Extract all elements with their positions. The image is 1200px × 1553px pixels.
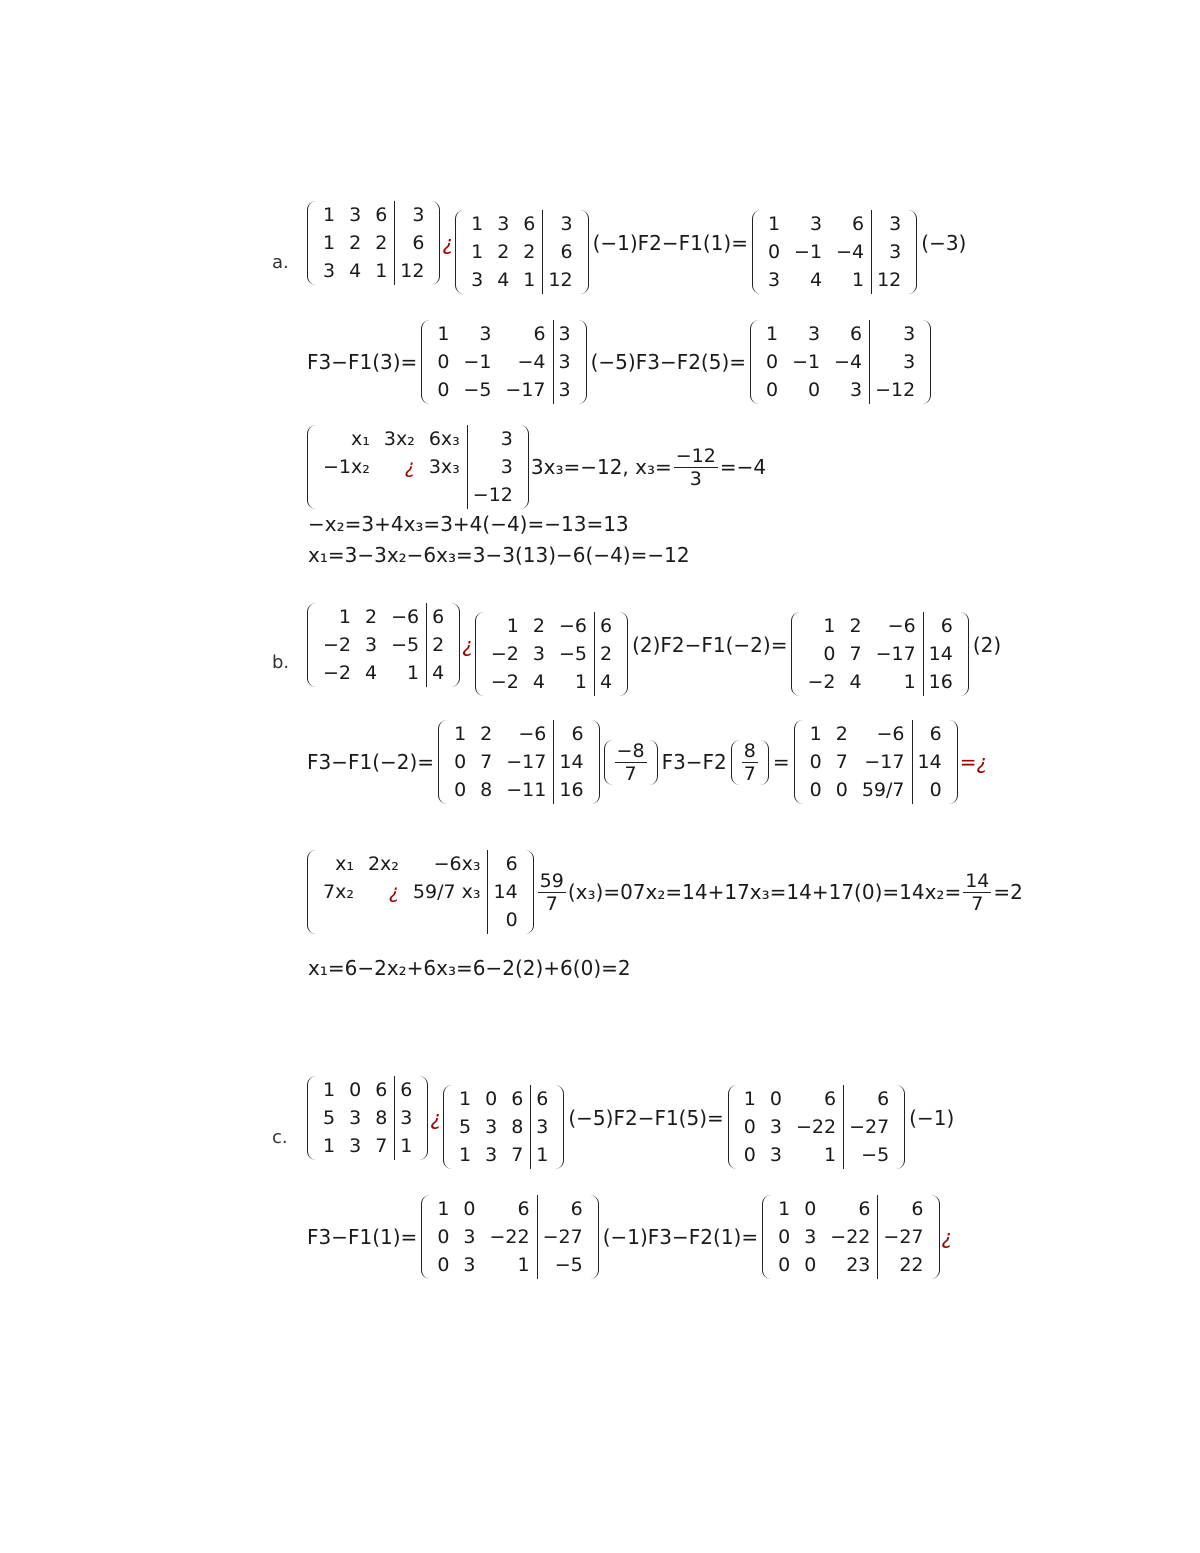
matrix-cell: 3 <box>872 210 909 238</box>
matrix-cell: 5 <box>323 1107 336 1129</box>
matrix-cell: 6 <box>858 1198 871 1220</box>
matrix-cell: 3 <box>553 376 578 404</box>
matrix-cell: 14 <box>554 748 591 776</box>
matrix <box>438 720 599 804</box>
matrix-cell: 6 <box>912 720 949 748</box>
matrix-cell: −1 <box>794 241 823 263</box>
matrix-cell: 1 <box>459 1088 472 1110</box>
matrix-cell: −1 <box>463 351 492 373</box>
matrix-cell <box>377 481 422 509</box>
matrix-cell: 1 <box>395 1132 420 1160</box>
matrix-cell: −11 <box>506 779 547 801</box>
matrix-cell: 1 <box>471 241 484 263</box>
matrix-cell: −12 <box>467 481 520 509</box>
matrix-cell: 16 <box>554 776 591 804</box>
matrix <box>455 210 588 294</box>
matrix-cell: 12 <box>872 266 909 294</box>
matrix-cell: 7 <box>480 751 493 773</box>
matrix-cell: x₁ <box>351 428 370 450</box>
matrix-cell: 3 <box>479 323 492 345</box>
matrix-cell: 0 <box>437 351 450 373</box>
matrix <box>791 612 968 696</box>
matrix-cell: 0 <box>808 379 821 401</box>
matrix-cell: −1 <box>792 351 821 373</box>
matrix-cell: 3 <box>485 1116 498 1138</box>
matrix-cell: −17 <box>875 643 916 665</box>
matrix-cell: 2 <box>349 232 362 254</box>
matrix-cell: 6 <box>537 1195 590 1223</box>
part-c-label: c. <box>272 1127 288 1148</box>
matrix-cell: 3 <box>349 1107 362 1129</box>
matrix-cell: 8 <box>511 1116 524 1138</box>
matrix-cell: 0 <box>743 1144 756 1166</box>
matrix-cell: 4 <box>809 269 823 291</box>
matrix-cell: 0 <box>437 1254 450 1276</box>
matrix-cell: 6 <box>594 612 619 640</box>
matrix-cell: 6 <box>851 213 865 235</box>
matrix-cell: 1 <box>517 1254 530 1276</box>
fraction-paren <box>604 740 658 785</box>
matrix-cell: 6 <box>427 603 452 631</box>
matrix-cell: 6 <box>523 213 536 235</box>
matrix-cell: −22 <box>489 1226 530 1248</box>
part-b-label: b. <box>272 652 290 673</box>
matrix <box>307 1076 428 1160</box>
matrix-cell: −6 <box>518 723 547 745</box>
row-operation: (2)F2−F1(−2)= <box>632 633 788 657</box>
matrix-cell: 3 <box>769 1144 782 1166</box>
matrix-cell: −22 <box>830 1226 871 1248</box>
matrix-cell: −6 <box>887 615 916 637</box>
matrix-cell: −5 <box>537 1251 590 1279</box>
matrix-cell: −5 <box>463 379 492 401</box>
matrix-cell: 0 <box>437 1226 450 1248</box>
part-a-row2 <box>305 320 933 404</box>
matrix-cell: 6 <box>878 1195 931 1223</box>
matrix-cell: 4 <box>594 668 619 696</box>
matrix-cell: 2 <box>594 640 619 668</box>
equation-line: x₁=3−3x₂−6x₃=3−3(13)−6(−4)=−12 <box>308 543 690 567</box>
matrix-cell: 12 <box>395 257 432 285</box>
matrix-cell: 3 <box>365 634 378 656</box>
matrix-cell: 2 <box>375 232 388 254</box>
row-operation: F3−F1(3)= <box>307 350 418 374</box>
matrix-cell: 3 <box>808 323 821 345</box>
matrix-cell: 3 <box>809 213 823 235</box>
matrix-cell: 16 <box>923 668 960 696</box>
equation-line: −x₂=3+4x₃=3+4(−4)=−13=13 <box>308 512 629 536</box>
matrix-cell: 0 <box>437 379 450 401</box>
matrix-cell: 1 <box>523 269 536 291</box>
matrix-cell: 1 <box>471 213 484 235</box>
matrix-cell: 4 <box>849 671 862 693</box>
matrix-cell: 1 <box>338 606 352 628</box>
matrix <box>443 1085 564 1169</box>
matrix-cell: −5 <box>558 643 587 665</box>
matrix-cell: 3 <box>349 204 362 226</box>
matrix-cell: 6 <box>823 1088 837 1110</box>
row-operation: F3−F1(1)= <box>307 1225 418 1249</box>
equals: = <box>772 750 790 774</box>
matrix-cell: −12 <box>870 376 923 404</box>
matrix-cell: 4 <box>532 671 545 693</box>
matrix-cell: 1 <box>375 260 388 282</box>
matrix-cell: −27 <box>537 1223 590 1251</box>
matrix-cell: 4 <box>349 260 362 282</box>
matrix-cell: 3 <box>485 1144 498 1166</box>
matrix-cell: −6 <box>558 615 587 637</box>
part-a-label: a. <box>272 252 289 273</box>
row-operation: F3−F2 <box>661 750 727 774</box>
matrix <box>475 612 628 696</box>
matrix-cell: 6 <box>543 238 580 266</box>
matrix-cell: 3 <box>769 1116 782 1138</box>
matrix-cell: 1 <box>407 662 420 684</box>
matrix-cell: 1 <box>767 213 781 235</box>
matrix-cell: 2 <box>849 615 862 637</box>
matrix-cell <box>316 481 377 509</box>
matrix-cell: 0 <box>809 779 822 801</box>
part-a-row1 <box>305 192 968 294</box>
matrix-cell: −17 <box>506 751 547 773</box>
matrix-cell: 8 <box>480 779 493 801</box>
matrix-cell: −2 <box>490 671 519 693</box>
matrix-cell: 22 <box>878 1251 931 1279</box>
matrix-cell: 6 <box>375 1079 388 1101</box>
matrix-cell: 3 <box>870 348 923 376</box>
matrix-cell: 3 <box>531 1113 556 1141</box>
matrix-cell <box>422 481 467 509</box>
matrix <box>421 1195 598 1279</box>
matrix-cell: 1 <box>809 723 822 745</box>
matrix-cell: 7 <box>375 1135 388 1157</box>
matrix-cell: 2 <box>480 723 493 745</box>
matrix-cell: 3 <box>463 1254 476 1276</box>
unknown-char: ¿ <box>430 1106 441 1130</box>
matrix-cell: 3 <box>323 260 336 282</box>
matrix-cell: 3 <box>532 643 545 665</box>
matrix-cell: 0 <box>809 751 822 773</box>
matrix-cell: 1 <box>903 671 916 693</box>
matrix-cell: 2 <box>427 631 452 659</box>
matrix-cell: 1 <box>454 723 467 745</box>
matrix-cell: 0 <box>778 1226 791 1248</box>
matrix-cell: −17 <box>864 751 905 773</box>
fraction: $\frac{8}{7}$ <box>743 739 756 785</box>
matrix-cell: 14 <box>923 640 960 668</box>
matrix-cell: 3 <box>872 238 909 266</box>
matrix-cell: 6x₃ <box>428 428 460 450</box>
matrix-cell: 1 <box>323 1135 336 1157</box>
matrix-cell: 3 <box>543 210 580 238</box>
system-matrix <box>307 425 529 509</box>
matrix-cell: 0 <box>912 776 949 804</box>
row-operation: (−1) <box>909 1106 955 1130</box>
matrix-cell: 2 <box>532 615 545 637</box>
matrix-cell: 1 <box>823 1144 837 1166</box>
matrix-cell: 0 <box>463 1198 476 1220</box>
matrix-cell: −6 <box>391 606 420 628</box>
matrix-cell: 4 <box>497 269 510 291</box>
matrix-cell: 1 <box>506 615 519 637</box>
matrix-cell: 4 <box>365 662 378 684</box>
matrix-cell: 0 <box>769 1088 782 1110</box>
matrix-cell: 1 <box>574 671 587 693</box>
matrix-cell: 3 <box>553 348 578 376</box>
matrix-cell: 0 <box>454 779 467 801</box>
unknown-char: =¿ <box>959 750 988 774</box>
part-b-system <box>305 850 1023 934</box>
matrix-cell: 7 <box>835 751 848 773</box>
matrix <box>794 720 958 804</box>
matrix-cell: −1x₂ <box>323 456 370 478</box>
matrix-cell: 4 <box>427 659 452 687</box>
solution-tail: =−4 <box>719 455 767 479</box>
unknown-char: ¿ <box>941 1225 953 1249</box>
matrix <box>307 603 460 687</box>
matrix-cell: −5 <box>844 1141 897 1169</box>
matrix-cell: −4 <box>517 351 546 373</box>
row-operation: (2) <box>972 633 1002 657</box>
matrix-cell: 3 <box>349 1135 362 1157</box>
solution-text: 3x₃=−12, x₃= <box>530 455 672 479</box>
matrix-cell: 6 <box>531 1085 556 1113</box>
matrix-cell: 0 <box>767 241 781 263</box>
matrix <box>750 320 931 404</box>
matrix-cell: 3 <box>395 201 432 229</box>
matrix-cell: 59/7 <box>861 779 905 801</box>
row-operation: (−5)F3−F2(5)= <box>590 350 747 374</box>
matrix-cell: −4 <box>834 351 863 373</box>
matrix-cell: 3x₂ <box>383 428 415 450</box>
matrix-cell: −4 <box>836 241 865 263</box>
matrix-cell: 1 <box>437 1198 450 1220</box>
matrix-cell: 2 <box>835 723 848 745</box>
matrix-cell: 6 <box>923 612 960 640</box>
matrix <box>752 210 917 294</box>
matrix-cell: 3 <box>467 453 520 481</box>
matrix-cell: 1 <box>531 1141 556 1169</box>
part-c-row1 <box>305 1067 956 1169</box>
unknown-char: ¿ <box>462 633 473 657</box>
matrix-cell: −27 <box>844 1113 897 1141</box>
matrix-cell: 1 <box>743 1088 756 1110</box>
matrix-cell: −5 <box>391 634 420 656</box>
matrix-cell: −2 <box>490 643 519 665</box>
matrix-cell: 0 <box>823 643 836 665</box>
matrix-cell: 6 <box>395 1076 420 1104</box>
matrix-cell: 7 <box>511 1144 524 1166</box>
row-operation: F3−F1(−2)= <box>307 750 435 774</box>
part-b-row2 <box>305 720 987 804</box>
row-operation: (−5)F2−F1(5)= <box>568 1106 724 1130</box>
equation-line: x₁=6−2x₂+6x₃=6−2(2)+6(0)=2 <box>308 956 631 980</box>
matrix-cell: 0 <box>743 1116 756 1138</box>
matrix-cell: 1 <box>323 232 336 254</box>
matrix-cell: 6 <box>850 323 863 345</box>
matrix-cell: −22 <box>795 1116 837 1138</box>
matrix-cell: 0 <box>454 751 467 773</box>
part-a-system <box>305 425 766 509</box>
matrix-cell: 5 <box>459 1116 472 1138</box>
matrix-cell: 12 <box>543 266 580 294</box>
matrix-cell: 0 <box>766 379 779 401</box>
matrix-cell: 7 <box>849 643 862 665</box>
solution-tail: =2 <box>993 880 1023 904</box>
matrix-cell: 0 <box>766 351 779 373</box>
matrix-cell: 3 <box>850 379 863 401</box>
matrix-cell: 1 <box>778 1198 791 1220</box>
matrix <box>421 320 586 404</box>
matrix-cell: 0 <box>804 1254 817 1276</box>
matrix-cell: 6 <box>554 720 591 748</box>
matrix-cell: 0 <box>349 1079 362 1101</box>
matrix-cell: 0 <box>835 779 848 801</box>
fraction-paren <box>731 740 769 785</box>
matrix-cell: 6 <box>533 323 546 345</box>
matrix-cell: 1 <box>459 1144 472 1166</box>
matrix-cell: 6 <box>844 1085 897 1113</box>
matrix-cell: 0 <box>778 1254 791 1276</box>
matrix-cell: 6 <box>511 1088 524 1110</box>
solution-text: (x₃)=07x₂=14+17x₃=14+17(0)=14x₂= <box>567 880 962 904</box>
system-matrix: x₁ 2x₂ −6x₃ 6 7x₂ ¿ 59/7 x₃ 14 0 <box>307 850 534 934</box>
fraction: $\frac{-8}{7}$ <box>616 739 645 785</box>
matrix-cell: 1 <box>323 1079 336 1101</box>
matrix-cell: 3x₃ <box>428 456 460 478</box>
matrix <box>762 1195 939 1279</box>
matrix-cell: 1 <box>323 204 336 226</box>
matrix-cell: 2 <box>497 241 510 263</box>
matrix-cell: 1 <box>823 615 836 637</box>
matrix-cell: 1 <box>851 269 865 291</box>
matrix-cell: 2 <box>365 606 378 628</box>
matrix-cell: 1 <box>766 323 779 345</box>
matrix-cell: 3 <box>767 269 781 291</box>
matrix-cell: −6 <box>876 723 905 745</box>
matrix-cell: −2 <box>323 634 352 656</box>
matrix-cell: 3 <box>553 320 578 348</box>
unknown-char: ¿ <box>442 231 454 255</box>
matrix <box>728 1085 905 1169</box>
matrix-cell: 3 <box>463 1226 476 1248</box>
matrix-cell: 6 <box>517 1198 530 1220</box>
matrix-cell: 23 <box>846 1254 871 1276</box>
matrix-cell: 14 <box>912 748 949 776</box>
matrix-cell: 3 <box>471 269 484 291</box>
matrix-cell: 6 <box>395 229 432 257</box>
matrix-cell: 3 <box>395 1104 420 1132</box>
fraction: $\frac{14}{7}$ <box>965 869 990 915</box>
matrix-cell: 6 <box>375 204 388 226</box>
row-operation: (−3) <box>921 231 967 255</box>
matrix-cell: −2 <box>807 671 836 693</box>
fraction: $\frac{59}{7}$ <box>539 869 564 915</box>
part-b-row1 <box>305 594 1003 696</box>
row-operation: (−1)F2−F1(1)= <box>592 231 748 255</box>
fraction: $\frac{-12}{3}$ <box>675 444 716 490</box>
matrix-cell: 0 <box>804 1198 817 1220</box>
matrix-cell: −17 <box>505 379 546 401</box>
matrix <box>307 201 440 285</box>
matrix-cell: 3 <box>497 213 510 235</box>
part-c-row2 <box>305 1195 952 1279</box>
matrix-cell: 2 <box>523 241 536 263</box>
row-operation: (−1)F3−F2(1)= <box>602 1225 759 1249</box>
matrix-cell: 3 <box>870 320 923 348</box>
matrix-cell: 0 <box>485 1088 498 1110</box>
matrix-cell: 1 <box>437 323 450 345</box>
matrix-cell: 3 <box>467 425 520 453</box>
matrix-cell: −2 <box>323 662 352 684</box>
matrix-cell: 8 <box>375 1107 388 1129</box>
matrix-cell: ¿ <box>404 456 415 478</box>
matrix-cell: −27 <box>878 1223 931 1251</box>
matrix-cell: 3 <box>804 1226 817 1248</box>
